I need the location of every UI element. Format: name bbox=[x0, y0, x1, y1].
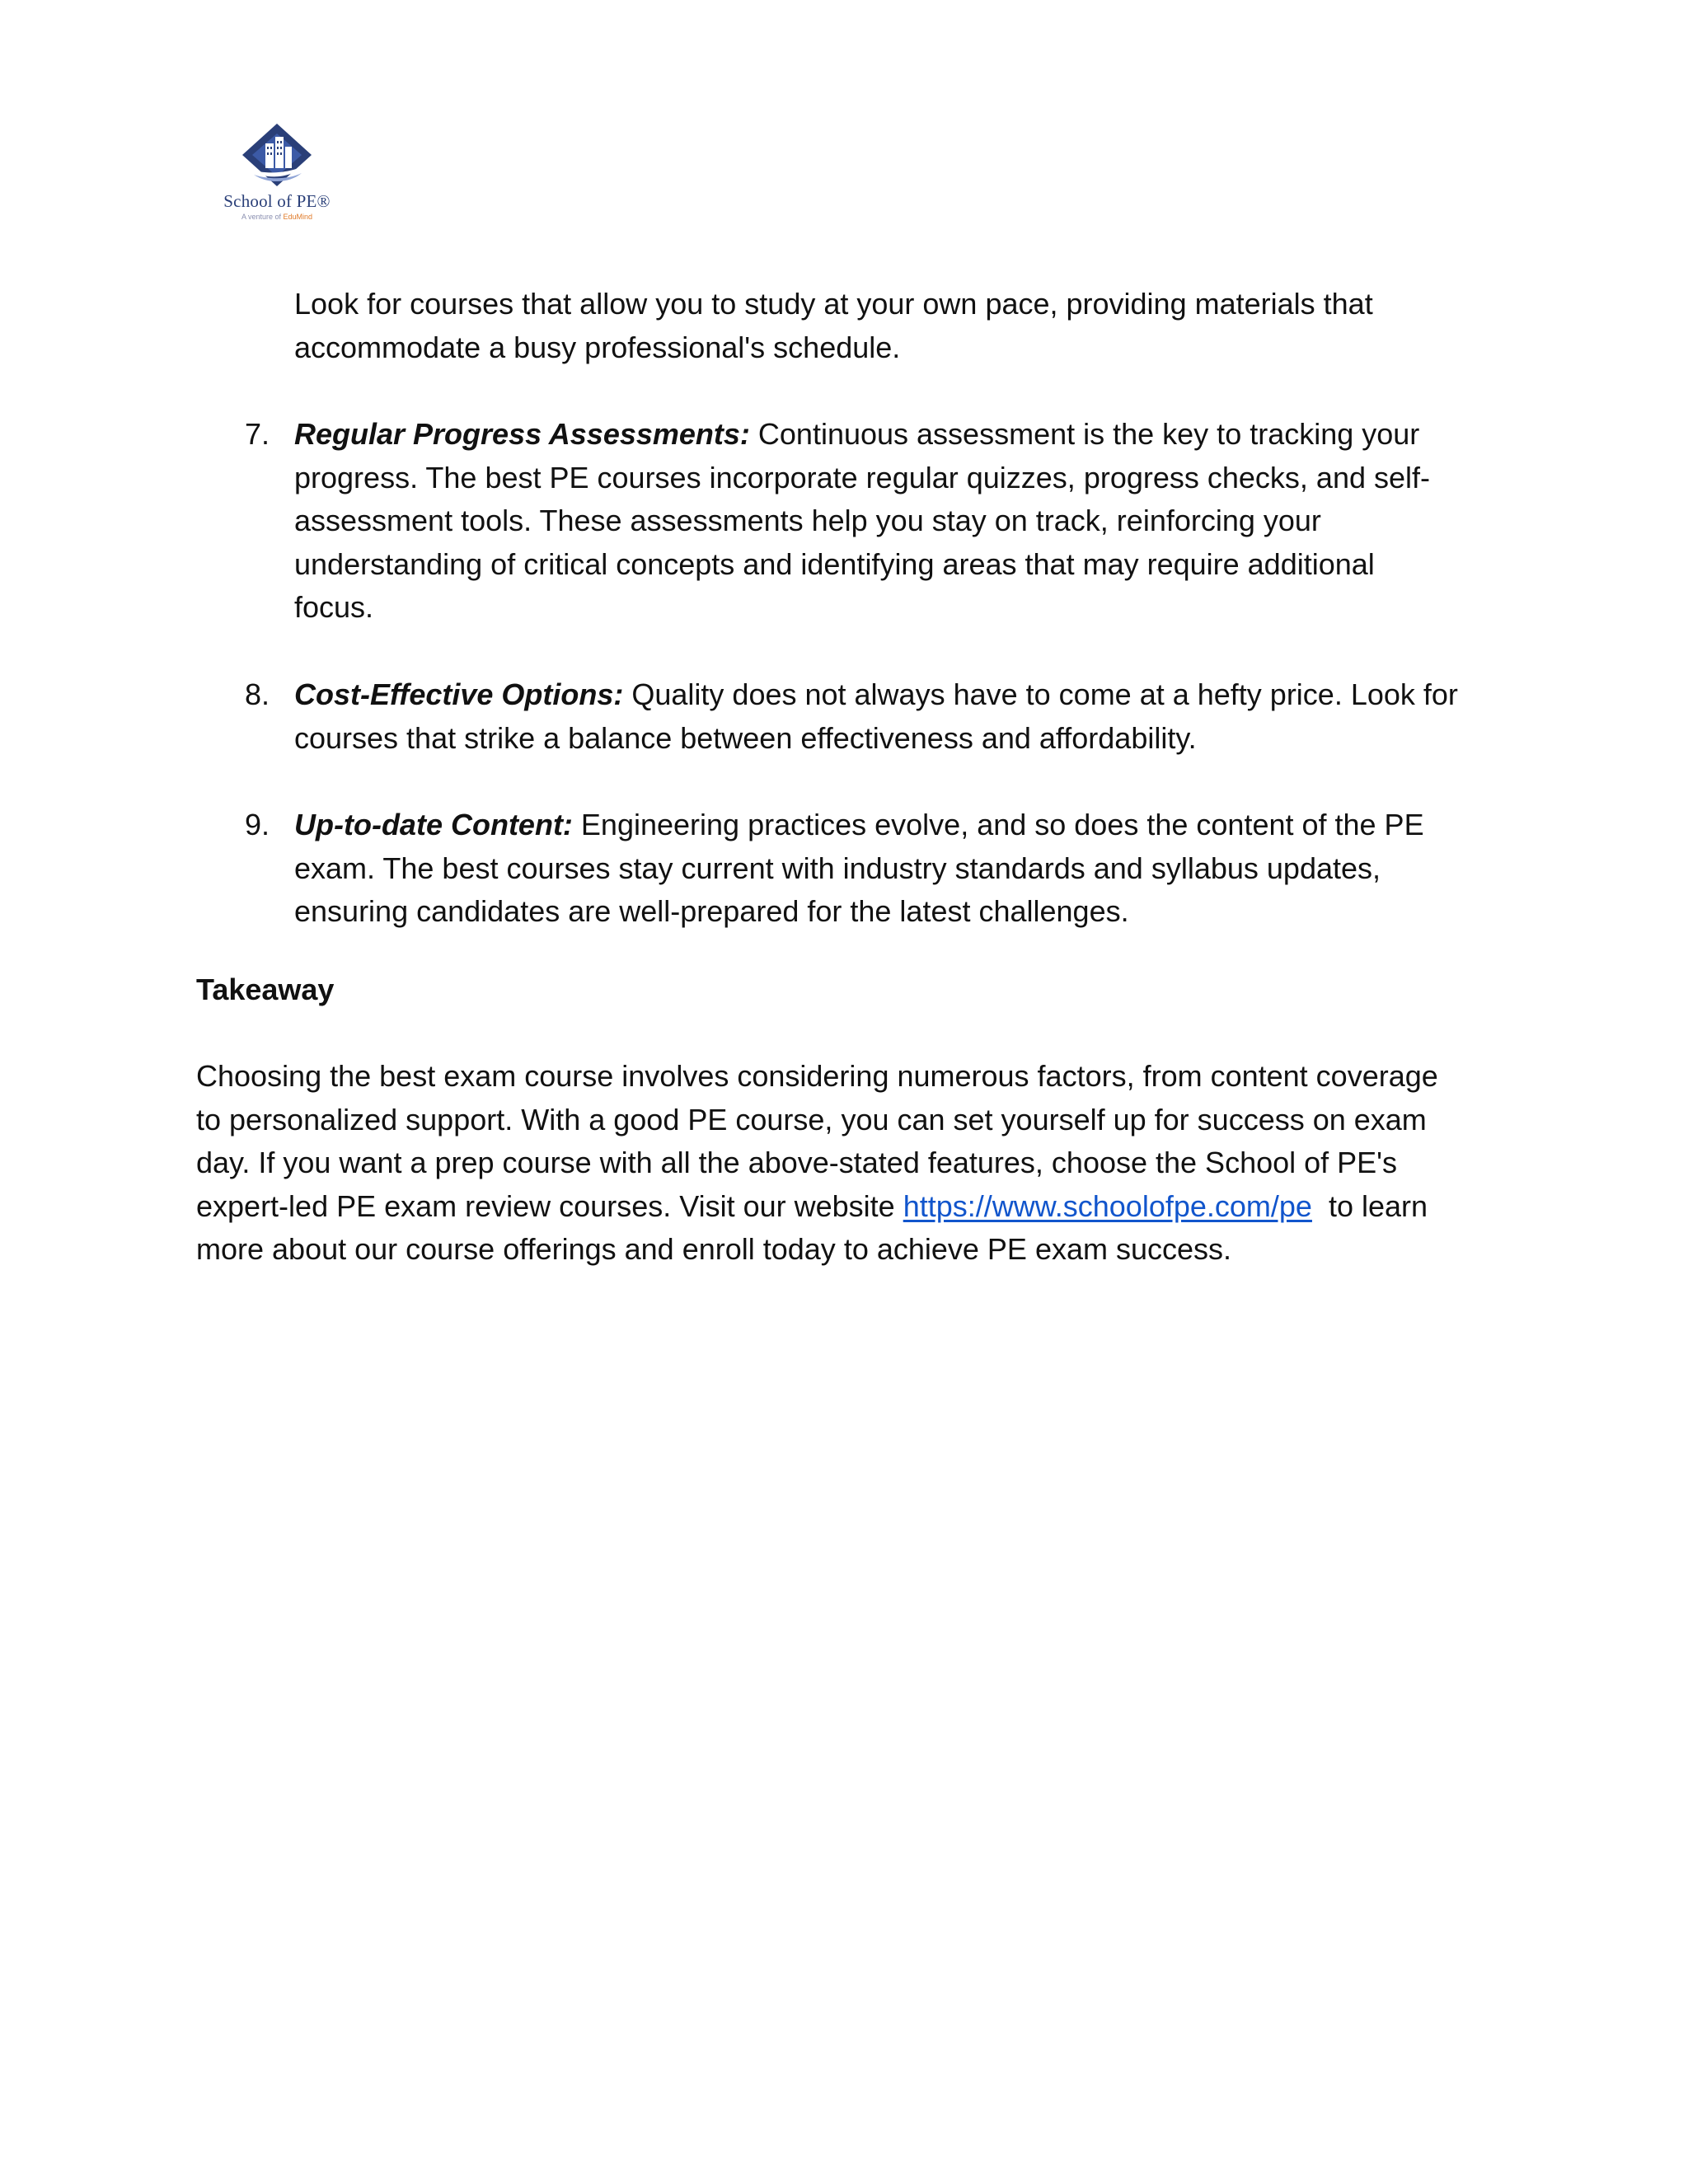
list-item-title: Up-to-date Content: bbox=[294, 808, 573, 841]
list-item-first-line bbox=[294, 413, 1430, 457]
intro-line: Look for courses that allow you to study at your own pace, providing materials that bbox=[294, 287, 1373, 321]
takeaway-heading: Takeaway bbox=[196, 972, 335, 1006]
list-item-title: Regular Progress Assessments: bbox=[294, 417, 750, 451]
list-item-first-line bbox=[294, 804, 1424, 847]
list-item-content bbox=[294, 413, 1430, 630]
intro-line: accommodate a busy professional's schedule. bbox=[294, 330, 901, 364]
list-item-first-line bbox=[294, 673, 1458, 717]
list-item-line: focus. bbox=[294, 590, 374, 624]
takeaway-link-line bbox=[196, 1185, 1438, 1229]
takeaway-line: to personalized support. With a good PE course, you can set yourself up for success on exam bbox=[196, 1102, 1427, 1137]
school-of-pe-website-link[interactable]: https://www.schoolofpe.com/pe bbox=[903, 1188, 1312, 1223]
list-item-number: 7. bbox=[245, 417, 270, 451]
logo-wordmark: School of PE® bbox=[223, 191, 331, 211]
logo-tagline-accent: EduMind bbox=[283, 213, 313, 221]
list-item-content bbox=[294, 804, 1424, 934]
list-item-content bbox=[294, 673, 1458, 760]
takeaway-paragraph bbox=[196, 1055, 1438, 1272]
list-item-line: exam. The best courses stay current with industry standards and syllabus updates, bbox=[294, 851, 1381, 885]
list-item-number: 9. bbox=[245, 808, 270, 841]
list-item-line: progress. The best PE courses incorporate regular quizzes, progress checks, and self- bbox=[294, 460, 1431, 494]
logo-emblem-icon bbox=[239, 122, 315, 191]
takeaway-line: more about our course offerings and enroll today to achieve PE exam success. bbox=[196, 1232, 1232, 1266]
takeaway-link-line-before: expert-led PE exam review courses. Visit our website bbox=[196, 1188, 903, 1223]
list-item-title: Cost-Effective Options: bbox=[294, 677, 624, 711]
list-item-number: 8. bbox=[245, 677, 270, 711]
list-item-first-line-text: Engineering practices evolve, and so does the content of the PE bbox=[572, 808, 1424, 841]
list-item-first-line-text: Continuous assessment is the key to tracking your bbox=[749, 417, 1420, 451]
takeaway-link-line-after: to learn bbox=[1311, 1188, 1428, 1223]
intro-paragraph bbox=[294, 283, 1373, 369]
list-item-line: understanding of critical concepts and identifying areas that may require additional bbox=[294, 546, 1375, 581]
logo-tagline bbox=[216, 213, 338, 221]
list-item-line: courses that strike a balance between effectiveness and affordability. bbox=[294, 720, 1197, 755]
logo-tagline-prefix: A venture of bbox=[241, 213, 284, 221]
takeaway-line: day. If you want a prep course with all the above-stated features, choose the School of PE's bbox=[196, 1146, 1398, 1179]
list-item-line: assessment tools. These assessments help you stay on track, reinforcing your bbox=[294, 504, 1321, 537]
list-item-line: ensuring candidates are well-prepared for the latest challenges. bbox=[294, 894, 1129, 928]
list-item-first-line-text: Quality does not always have to come at a hefty price. Look for bbox=[623, 677, 1458, 711]
school-of-pe-logo bbox=[216, 122, 338, 227]
takeaway-line: Choosing the best exam course involves considering numerous factors, from content coverage bbox=[196, 1059, 1438, 1093]
